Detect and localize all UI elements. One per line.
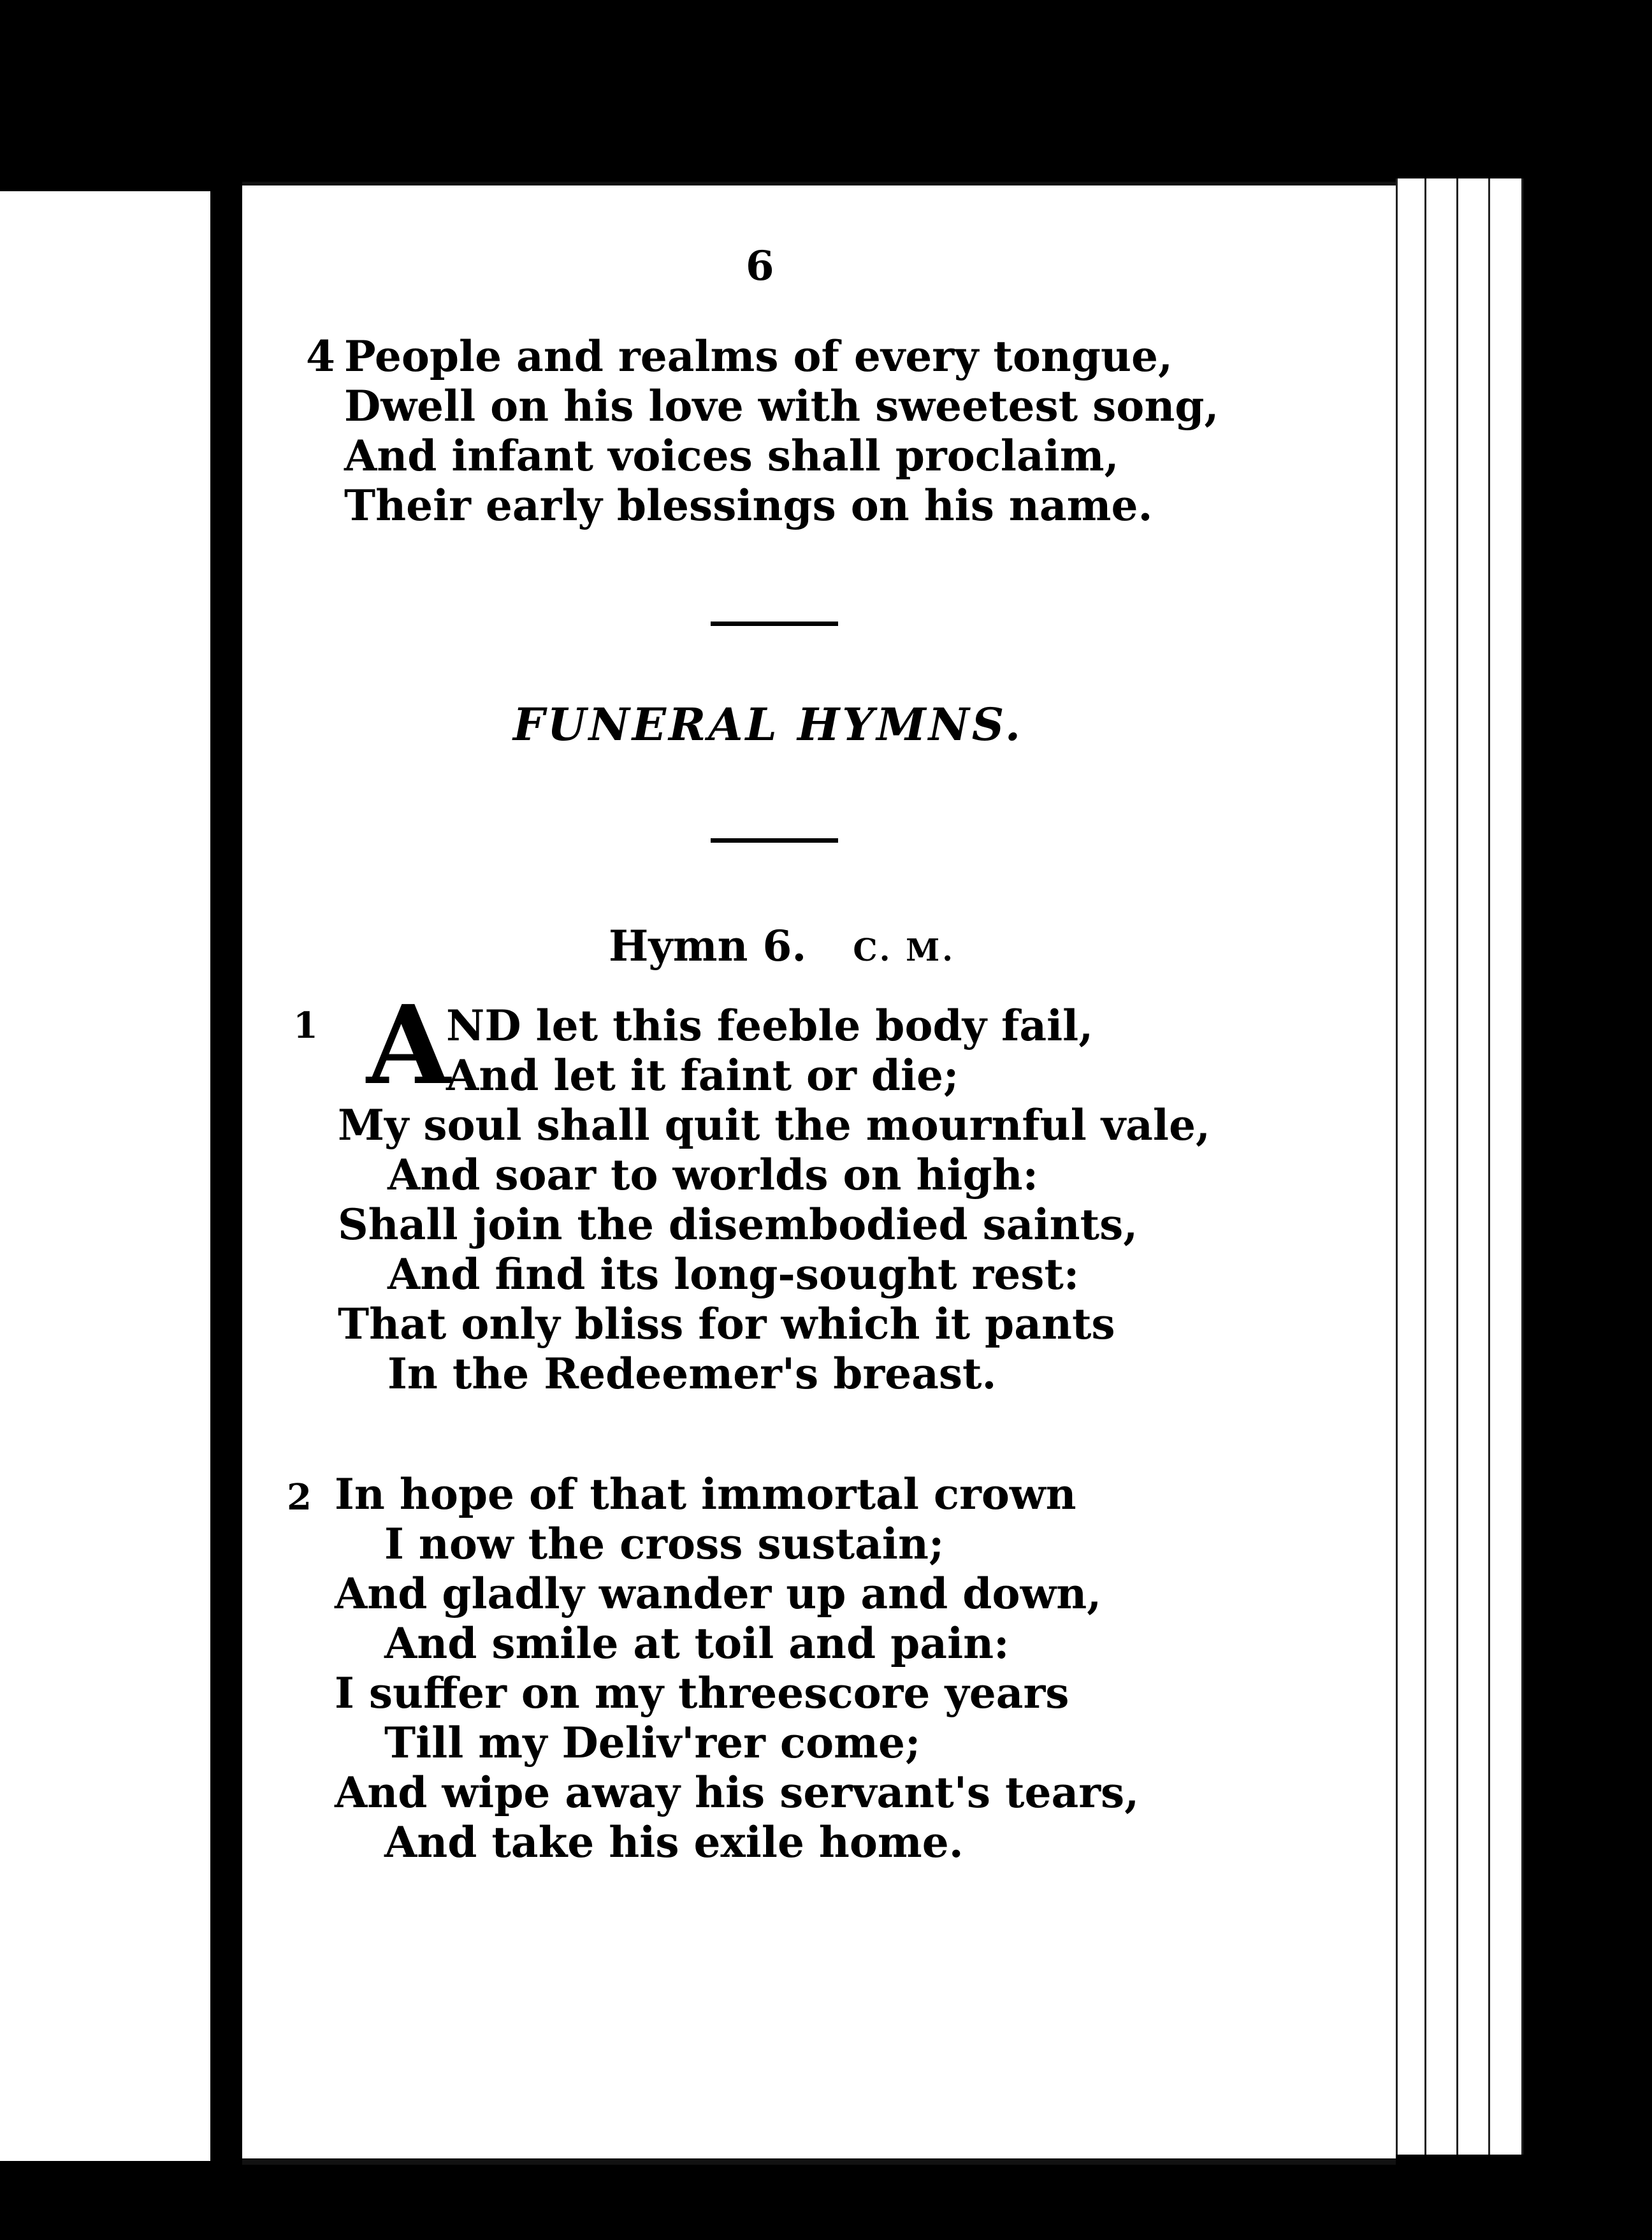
verse-line: And find its long-sought rest:	[388, 1249, 1080, 1299]
verse-line: I suffer on my threescore years	[335, 1668, 1069, 1718]
verse-line: And gladly wander up and down,	[335, 1569, 1102, 1618]
stanza-number: 4	[306, 331, 335, 381]
stanza-2-number	[287, 1473, 312, 1522]
left-page-edge	[210, 191, 228, 2161]
verse-line: And infant voices shall proclaim,	[344, 431, 1119, 481]
verse-line: In the Redeemer's breast.	[388, 1349, 997, 1399]
stanza-4	[306, 331, 1219, 530]
drop-cap: A	[366, 982, 451, 1109]
stanza-2	[335, 1469, 1139, 1867]
stanza-number: 1	[293, 1005, 318, 1047]
verse-line: And smile at toil and pain:	[384, 1618, 1010, 1668]
section-title: FUNERAL HYMNS.	[513, 698, 1024, 751]
stanza-1-number	[293, 1001, 318, 1051]
verse-line: And soar to worlds on high:	[388, 1150, 1039, 1200]
divider-rule	[711, 622, 838, 626]
verse-line: Till my Deliv'rer come;	[384, 1718, 921, 1768]
verse-line: Their early blessings on his name.	[344, 481, 1153, 530]
verse-line: And take his exile home.	[384, 1817, 964, 1867]
verse-line: People and realms of every tongue,	[344, 331, 1173, 381]
verse-line: That only bliss for which it pants	[338, 1299, 1115, 1349]
hymn-title	[609, 921, 955, 971]
verse-line: ND let this feeble body fail,	[446, 1001, 1094, 1051]
adjacent-page-left	[0, 191, 226, 2161]
verse-line: I now the cross sustain;	[384, 1519, 945, 1569]
hymn-number: Hymn 6.	[609, 921, 807, 971]
verse-line: And let it faint or die;	[446, 1051, 959, 1100]
page-edges-right	[1396, 178, 1523, 2155]
verse-line: Shall join the disembodied saints,	[338, 1200, 1138, 1249]
stanza-1	[338, 1001, 1210, 1399]
verse-line: My soul shall quit the mournful vale,	[338, 1100, 1210, 1150]
hymn-meter: C. M.	[853, 933, 956, 968]
verse-line: And wipe away his servant's tears,	[335, 1768, 1140, 1817]
page-number: 6	[746, 242, 774, 290]
verse-line: In hope of that immortal crown	[335, 1469, 1076, 1519]
verse-line: Dwell on his love with sweetest song,	[344, 381, 1219, 431]
divider-rule	[711, 838, 838, 843]
stanza-number: 2	[287, 1476, 312, 1518]
